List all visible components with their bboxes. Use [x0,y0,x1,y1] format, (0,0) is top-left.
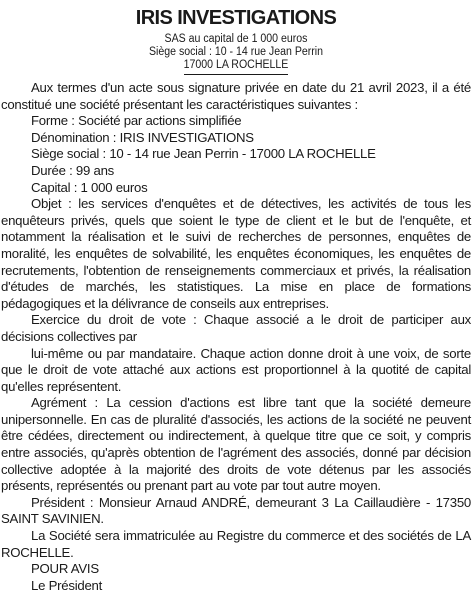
company-title: IRIS INVESTIGATIONS [135,7,337,29]
capital-line: Capital : 1 000 euros [31,179,148,195]
company-capital: SAS au capital de 1 000 euros [164,33,308,45]
pour-avis: POUR AVIS [31,561,99,577]
agrement-paragraph: Agrément : La cession d'actions est libre tant que la société demeure unipersonnelle. En cas de pluralité d'associés, les actions de la société ne peuvent être cédées, directement ou indirectement, à quelque titre que ce soit, y compris entre associés, qu'après obtention de l'agrément des associés, donné par décision collective adoptée à la majorité des droits de vote détenus par les associés présents, représentés ou prenant part au vote par tout autre moyen. [1,395,471,494]
header-divider [184,74,288,75]
forme-line: Forme : Société par actions simplifiée [31,113,242,129]
immatriculation-paragraph: La Société sera immatriculée au Registre du commerce et des sociétés de LA ROCHELLE. [1,528,471,560]
signataire: Le Président [31,577,103,593]
siege-line: Siège social : 10 - 14 rue Jean Perrin - 17000 LA ROCHELLE [31,146,376,162]
objet-paragraph: Objet : les services d'enquêtes et de détectives, les activités de tous les enquêteurs privés, quels que soient le type de client et le but de l'enquête, et notamment la réalisation et le suivi de recherches de personnes, enquêtes de moralité, les enquêtes de solvabilité, les enquêtes économiques, les enquêtes de recrutements, l'obtention de renseignements commerciaux et privés, la réalisation d'études de marchés, les statistiques. La mise en place de formations pédagogiques et la délivrance de conseils aux entreprises. [1,196,471,311]
company-address: Siège social : 10 - 14 rue Jean Perrin [148,46,324,58]
intro-paragraph: Aux termes d'un acte sous signature privée en date du 21 avril 2023, il a été constitué une société présentant les caractéristiques suivantes : [1,80,471,112]
duree-line: Durée : 99 ans [31,162,115,178]
company-city: 17000 LA ROCHELLE [183,59,289,71]
denomination-line: Dénomination : IRIS INVESTIGATIONS [31,129,254,145]
vote-paragraph: Exercice du droit de vote : Chaque associé a le droit de participer aux décisions collectives par [1,312,471,344]
notice-body [1,80,471,594]
president-paragraph: Président : Monsieur Arnaud ANDRÉ, demeurant 3 La Caillaudière - 17350 SAINT SAVINIEN. [1,494,471,527]
vote-continuation: lui-même ou par mandataire. Chaque action donne droit à une voix, de sorte que le droit de vote attaché aux actions est proportionnel à la quotité de capital qu'elles représentent. [1,345,471,394]
